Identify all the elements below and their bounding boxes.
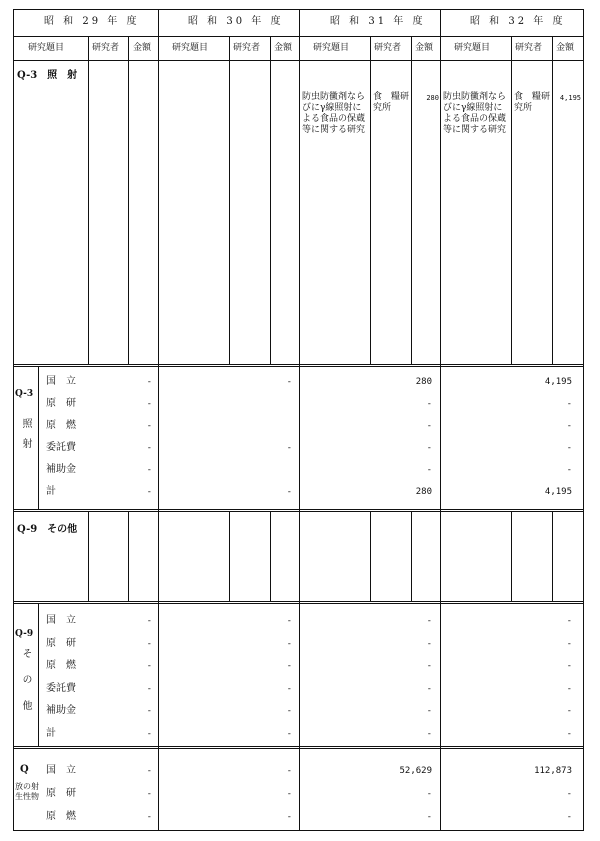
q3-y32-researcher: 食 糧研究所 xyxy=(514,92,551,113)
col-amount-32: 金額 xyxy=(556,43,575,53)
q9-summary-cell-y29: - xyxy=(146,728,152,739)
q3-summary-cell-y29: - xyxy=(146,443,152,453)
q9-summary-cell-y31: - xyxy=(426,661,432,671)
q3-summary-cell-y29: - xyxy=(146,487,152,497)
q9-summary-row-label: 国 立 xyxy=(46,615,76,626)
q9-summary-cell-y31: - xyxy=(426,638,432,649)
col-amount-30: 金額 xyxy=(274,43,293,53)
q9-summary-cell-y31: - xyxy=(426,616,432,626)
q3-summary-cell-y29: - xyxy=(146,421,152,431)
q9-summary-row-label: 補助金 xyxy=(46,705,76,716)
q3-summary-cell-y31: - xyxy=(426,399,432,409)
q3-summary-cell-y32: 4,195 xyxy=(544,487,572,497)
q-summary-cell-y32: - xyxy=(566,789,572,799)
q3-summary-cell-y31: 280 xyxy=(415,487,432,497)
q9-summary-cell-y32: - xyxy=(566,638,572,649)
q3-summary-row-label: 計 xyxy=(46,486,56,497)
q3-y31-researcher: 食 糧研究所 xyxy=(373,92,410,113)
q9-summary-cell-y29: - xyxy=(146,616,152,626)
q9-summary-cell-y30: - xyxy=(286,638,292,649)
q3-summary-cell-y32: - xyxy=(566,443,572,453)
q9-summary-row-label: 原 研 xyxy=(46,637,76,649)
q-summary-cell-y30: - xyxy=(286,812,292,822)
q-summary-cell-y29: - xyxy=(146,789,152,799)
year-header-32: 昭 和 32 年 度 xyxy=(470,16,566,27)
q9-summary-cell-y32: - xyxy=(566,706,572,716)
q9-summary-cell-y29: - xyxy=(146,683,152,694)
q3-summary-cell-y30: - xyxy=(286,377,292,387)
q-summary-cell-y31: - xyxy=(426,789,432,799)
q-summary-cell-y32: - xyxy=(566,812,572,822)
q3-summary-row-label: 原 燃 xyxy=(46,420,76,431)
q3-y31-amount: 280 xyxy=(426,94,439,102)
q3-y32-subject: 防虫防黴剤ならびにγ線照射による食品の保蔵等に関する研究 xyxy=(443,92,507,135)
col-subject-29: 研究題目 xyxy=(28,43,65,53)
q9-summary-cell-y32: - xyxy=(566,728,572,739)
q9-summary-cell-y31: - xyxy=(426,683,432,694)
q-summary-cell-y31: - xyxy=(426,812,432,822)
year-header-29: 昭 和 29 年 度 xyxy=(44,16,140,27)
q9-summary-cell-y29: - xyxy=(146,661,152,671)
q9-summary-cell-y31: - xyxy=(426,706,432,716)
q3-y32-amount: 4,195 xyxy=(559,94,581,102)
q3-summary-cell-y29: - xyxy=(146,377,152,387)
q3-summary-cell-y29: - xyxy=(146,399,152,409)
q3-summary-cell-y30: - xyxy=(286,443,292,453)
q-summary-cell-y31: 52,629 xyxy=(399,766,432,776)
q3-summary-vertical-label: 照射 xyxy=(20,418,31,458)
q9-summary-vertical-label: その他 xyxy=(20,648,31,726)
q3-summary-cell-y30: - xyxy=(286,487,292,497)
q9-summary-row-label: 計 xyxy=(46,727,56,739)
q-summary-row-label: 国 立 xyxy=(46,765,76,776)
q3-summary-cell-y32: - xyxy=(566,421,572,431)
q3-y31-subject: 防虫防黴剤ならびにγ線照射による食品の保蔵等に関する研究 xyxy=(302,92,366,135)
q3-summary-cell-y32: 4,195 xyxy=(544,377,572,387)
q9-summary-row-label: 委託費 xyxy=(46,682,76,694)
col-amount-29: 金額 xyxy=(133,43,152,53)
q9-summary-cell-y30: - xyxy=(286,616,292,626)
col-researcher-32: 研究者 xyxy=(515,43,543,53)
q-summary-cell-y30: - xyxy=(286,766,292,776)
col-researcher-31: 研究者 xyxy=(374,43,402,53)
q9-summary-cell-y29: - xyxy=(146,706,152,716)
q9-summary-cell-y30: - xyxy=(286,728,292,739)
q3-label: Q-3 照 射 xyxy=(17,70,78,81)
q3-summary-row-label: 補助金 xyxy=(46,464,76,475)
q3-summary-cell-y31: - xyxy=(426,443,432,453)
year-header-30: 昭 和 30 年 度 xyxy=(188,16,284,27)
q-summary-cell-y32: 112,873 xyxy=(534,766,572,776)
q9-label: Q-9 その他 xyxy=(17,524,78,535)
q9-summary-cell-y32: - xyxy=(566,616,572,626)
q3-summary-cell-y31: - xyxy=(426,421,432,431)
q9-summary-cell-y30: - xyxy=(286,706,292,716)
q3-summary-cell-y31: 280 xyxy=(415,377,432,387)
q-summary-side-label: 放の射生性物 xyxy=(15,782,39,801)
q9-summary-row-label: 原 燃 xyxy=(46,660,76,671)
q3-summary-cell-y32: - xyxy=(566,399,572,409)
q-summary-cell-y29: - xyxy=(146,812,152,822)
col-subject-30: 研究題目 xyxy=(172,43,209,53)
q3-summary-cell-y29: - xyxy=(146,465,152,475)
col-subject-31: 研究題目 xyxy=(313,43,350,53)
q3-summary-code: Q-3 xyxy=(15,389,34,399)
q9-summary-cell-y29: - xyxy=(146,638,152,649)
q3-summary-row-label: 委託費 xyxy=(46,442,76,453)
col-researcher-30: 研究者 xyxy=(233,43,261,53)
col-subject-32: 研究題目 xyxy=(454,43,491,53)
q-summary-code: Q xyxy=(20,764,29,775)
q3-summary-cell-y32: - xyxy=(566,465,572,475)
col-researcher-29: 研究者 xyxy=(92,43,120,53)
year-header-31: 昭 和 31 年 度 xyxy=(330,16,426,27)
q-summary-cell-y30: - xyxy=(286,789,292,799)
q9-summary-cell-y32: - xyxy=(566,683,572,694)
q-summary-cell-y29: - xyxy=(146,766,152,776)
q-summary-row-label: 原 研 xyxy=(46,788,76,799)
q3-summary-row-label: 原 研 xyxy=(46,398,76,409)
q9-summary-cell-y30: - xyxy=(286,683,292,694)
q9-summary-code: Q-9 xyxy=(15,629,34,639)
q9-summary-cell-y30: - xyxy=(286,661,292,671)
q3-summary-row-label: 国 立 xyxy=(46,376,76,387)
q3-summary-cell-y31: - xyxy=(426,465,432,475)
q9-summary-cell-y31: - xyxy=(426,728,432,739)
q9-summary-cell-y32: - xyxy=(566,661,572,671)
col-amount-31: 金額 xyxy=(415,43,434,53)
q-summary-row-label: 原 燃 xyxy=(46,811,76,822)
